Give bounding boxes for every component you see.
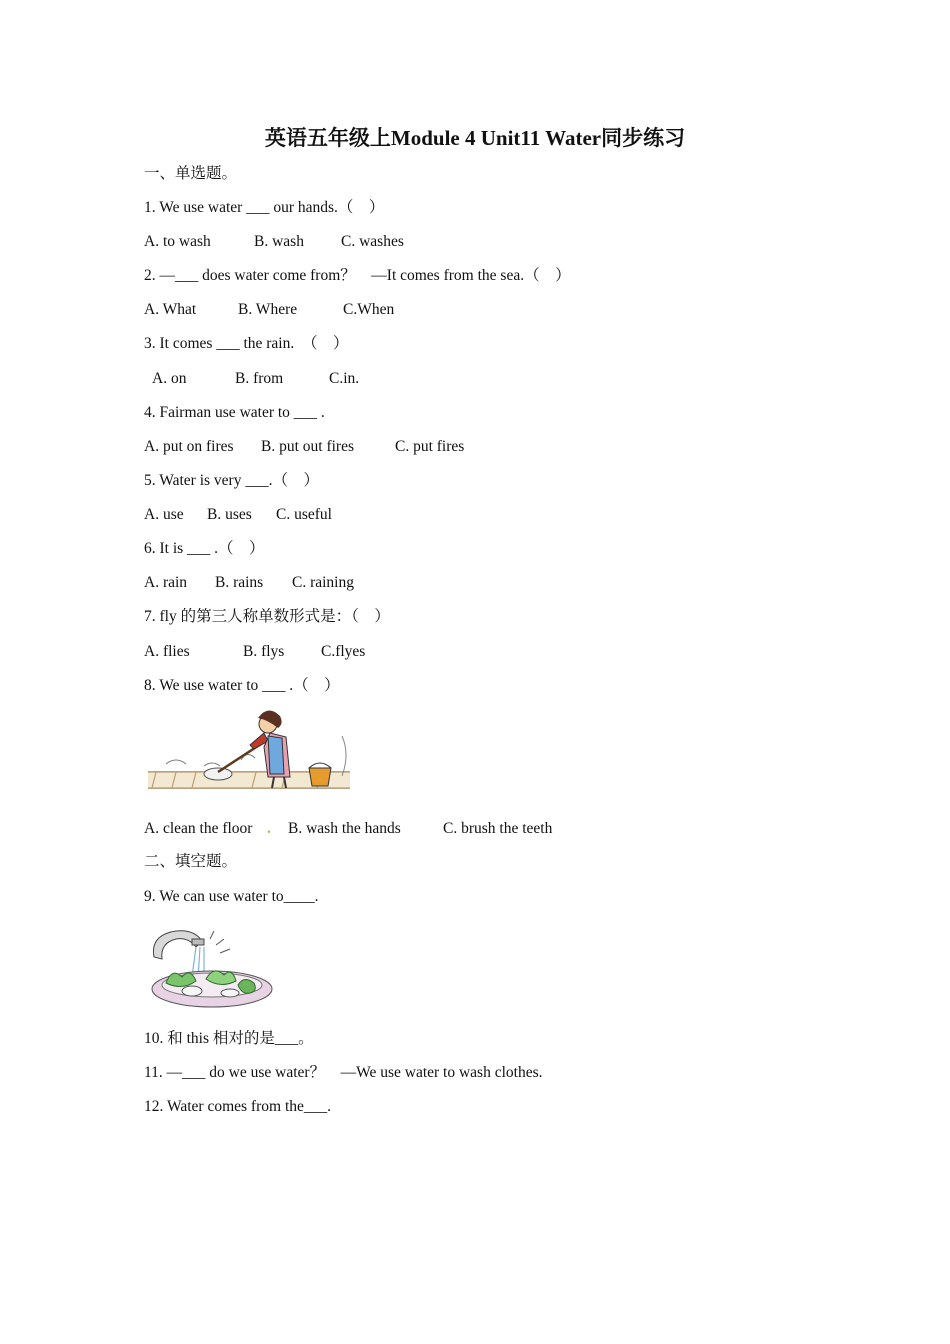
- option-c: C.flyes: [321, 643, 366, 660]
- option-b: B. wash the hands: [288, 820, 401, 837]
- question-7: 7. fly 的第三人称单数形式是：（ ）: [144, 608, 390, 625]
- question-5: 5. Water is very ___.（ ）: [144, 472, 319, 489]
- option-c: C.in.: [329, 370, 360, 387]
- mopping-floor-illustration: [146, 706, 352, 792]
- option-a: A. rain: [144, 574, 188, 591]
- option-c: C. raining: [292, 574, 354, 591]
- question-3: 3. It comes ___ the rain. （ ）: [144, 335, 349, 352]
- option-b: B. flys: [243, 643, 285, 660]
- option-c: C. put fires: [395, 438, 465, 455]
- question-8: 8. We use water to ___ .（ ）: [144, 677, 340, 694]
- washing-vegetables-illustration: [146, 925, 278, 1013]
- option-c: C.When: [343, 301, 395, 318]
- option-b: B. uses: [207, 506, 252, 523]
- question-6: 6. It is ___ .（ ）: [144, 540, 265, 557]
- option-a: A. What: [144, 301, 197, 318]
- question-11: 11. —___ do we use water？ —We use water to wash clothes.: [144, 1064, 543, 1081]
- option-b: B. wash: [254, 233, 304, 250]
- option-c: C. washes: [341, 233, 404, 250]
- option-b: B. put out fires: [261, 438, 354, 455]
- question-10: 10. 和 this 相对的是___。: [144, 1030, 314, 1047]
- question-4: 4. Fairman use water to ___ .: [144, 404, 325, 421]
- option-b: B. rains: [215, 574, 264, 591]
- option-a: A. clean the floor: [144, 820, 253, 837]
- option-c: C. brush the teeth: [443, 820, 553, 837]
- question-2: 2. —___ does water come from？ —It comes from the sea.（ ）: [144, 267, 571, 284]
- page-title: 英语五年级上Module 4 Unit11 Water同步练习: [264, 126, 686, 150]
- question-12: 12. Water comes from the___.: [144, 1098, 331, 1115]
- option-a: A. to wash: [144, 233, 211, 250]
- option-c: C. useful: [276, 506, 332, 523]
- option-a: A. flies: [144, 643, 190, 660]
- option-a: A. put on fires: [144, 438, 234, 455]
- option-b: B. Where: [238, 301, 298, 318]
- section-heading-single-choice: 一、单选题。: [144, 165, 238, 182]
- question-1: 1. We use water ___ our hands.（ ）: [144, 199, 385, 216]
- option-a: A. use: [144, 506, 184, 523]
- option-b: B. from: [235, 370, 284, 387]
- section-heading-fill-blank: 二、填空题。: [144, 853, 238, 870]
- question-9: 9. We can use water to____.: [144, 888, 319, 905]
- option-a: A. on: [152, 370, 187, 387]
- decorative-dot: .: [267, 820, 271, 837]
